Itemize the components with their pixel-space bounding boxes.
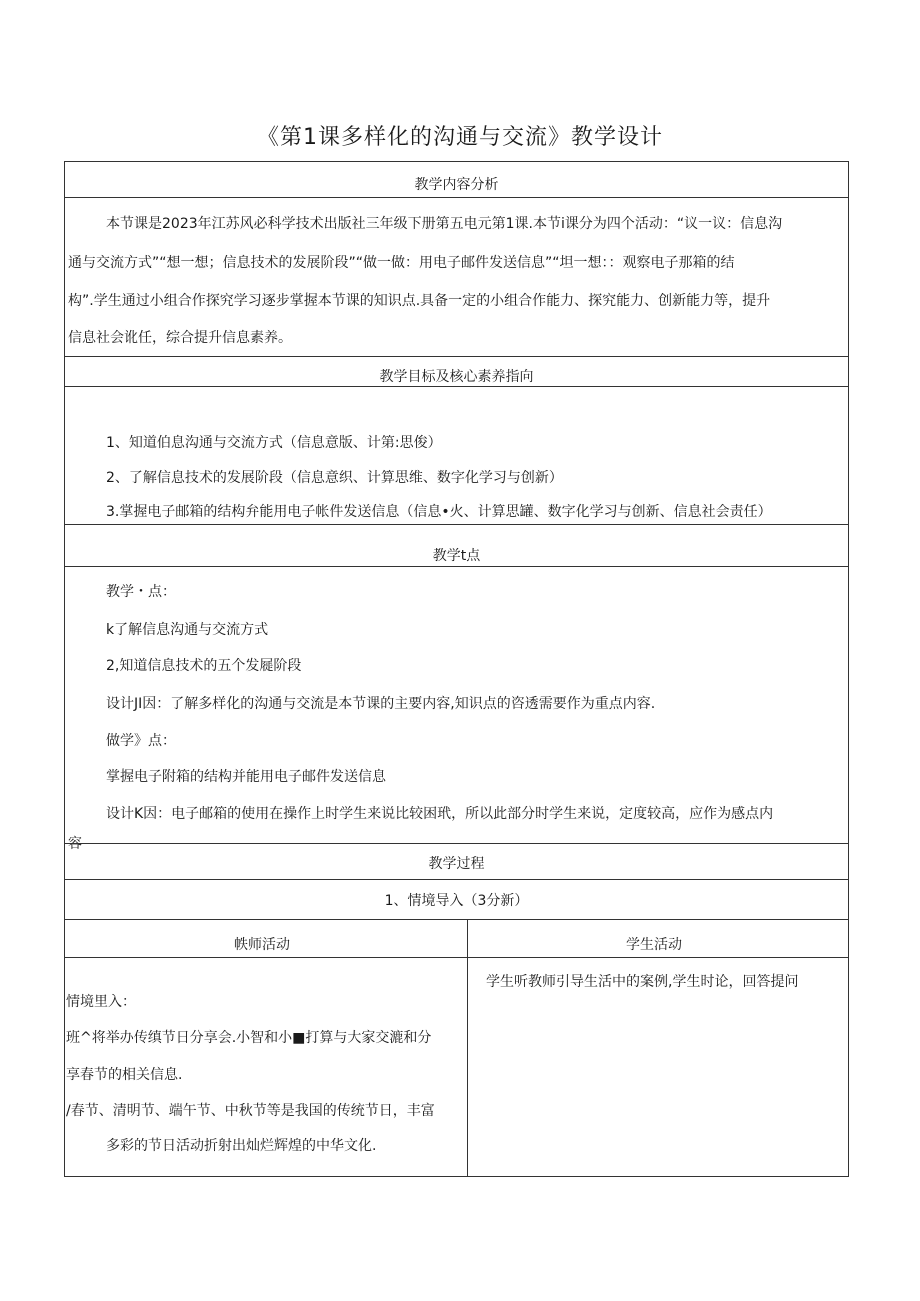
key-point-line: 做学》点： — [106, 733, 176, 749]
objective-item: 2、了解信息技术的发展阶段（信息意织、计算思维、数字化学习与创新） — [106, 470, 563, 486]
key-point-line: 掌握电子附箱的结构并能用电子邮件发送信息 — [106, 769, 386, 785]
process-step-title: 1、情境导入（3分新） — [384, 893, 529, 909]
document-title: 《第1课多样化的沟通与交流》教学设计 — [257, 125, 663, 150]
objective-item: 1、知道伯息沟通与交流方式（信息意版、计第:思俊） — [106, 435, 442, 451]
teacher-activity-header: 帙师活动 — [234, 937, 290, 953]
content-analysis-header: 教学内容分析 — [414, 177, 499, 193]
objective-item: 3.掌握电子邮箱的结构弁能用电子帐件发送信息（信息•火、计算思罐、数字化学习与创新、信息社会责任） — [106, 504, 772, 520]
content-analysis-line: 信息社会讹任，综合提升信息素养。 — [68, 330, 292, 346]
divider — [64, 386, 849, 387]
objectives-header: 教学目标及核心素养指向 — [379, 369, 534, 385]
content-analysis-line: 本节课是2023年江苏风必科学技术出版社三年级下册第五电元第1课.本节i课分为四个活动：“议一议：信息沟 — [106, 216, 783, 232]
divider — [64, 879, 849, 880]
divider — [64, 843, 849, 844]
content-analysis-line: 构”.学生通过小组合作探究学习逐步掌握本节课的知识点.具备一定的小组合作能力、探究能力、创新能力等，提升 — [68, 293, 771, 309]
process-header: 教学过程 — [428, 856, 485, 872]
key-point-line: k了解信息沟通与交流方式 — [106, 622, 269, 638]
key-point-line: 容 — [68, 836, 82, 852]
divider — [64, 197, 849, 198]
divider — [64, 919, 849, 920]
teacher-activity-line: 班^将举办传缜节日分享会.小智和小■打算与大家交漉和分 — [66, 1030, 432, 1046]
content-analysis-line: 通与交流方式”“想一想；信息技术的发展阶段”“做一做：用电子邮件发送信息”“坦一想：：观察电子那箱的结 — [68, 255, 735, 271]
teacher-activity-line: 多彩的节日活动折射出灿烂辉煌的中华文化. — [106, 1138, 377, 1154]
column-divider — [467, 919, 468, 1177]
teacher-activity-line: 享春节的相关信息. — [66, 1067, 183, 1083]
key-points-header: 教学t点 — [432, 548, 481, 564]
teacher-activity-line: /春节、清明节、端午节、中秋节等是我国的传统节日，丰富 — [66, 1103, 435, 1119]
divider — [64, 356, 849, 357]
student-activity-header: 学生活动 — [626, 937, 682, 953]
key-point-line: 设计K因：电子邮箱的使用在操作上时学生来说比较困玳，所以此部分时学生来说，定度较高，应作为感点内 — [106, 806, 774, 822]
key-point-line: 教学・点： — [106, 584, 176, 600]
divider — [64, 957, 849, 958]
student-activity-text: 学生听教师引导生活中的案例,学生时论，回答提问 — [486, 974, 799, 990]
key-point-line: 设计JI因：了解多样化的沟通与交流是本节课的主要内容,知识点的咨透需要作为重点内容. — [106, 696, 656, 712]
divider — [64, 524, 849, 525]
teacher-activity-line: 情境里入： — [66, 994, 136, 1010]
key-point-line: 2,知道信息技术的五个发屣阶段 — [106, 658, 302, 674]
key-points-body — [65, 567, 848, 852]
